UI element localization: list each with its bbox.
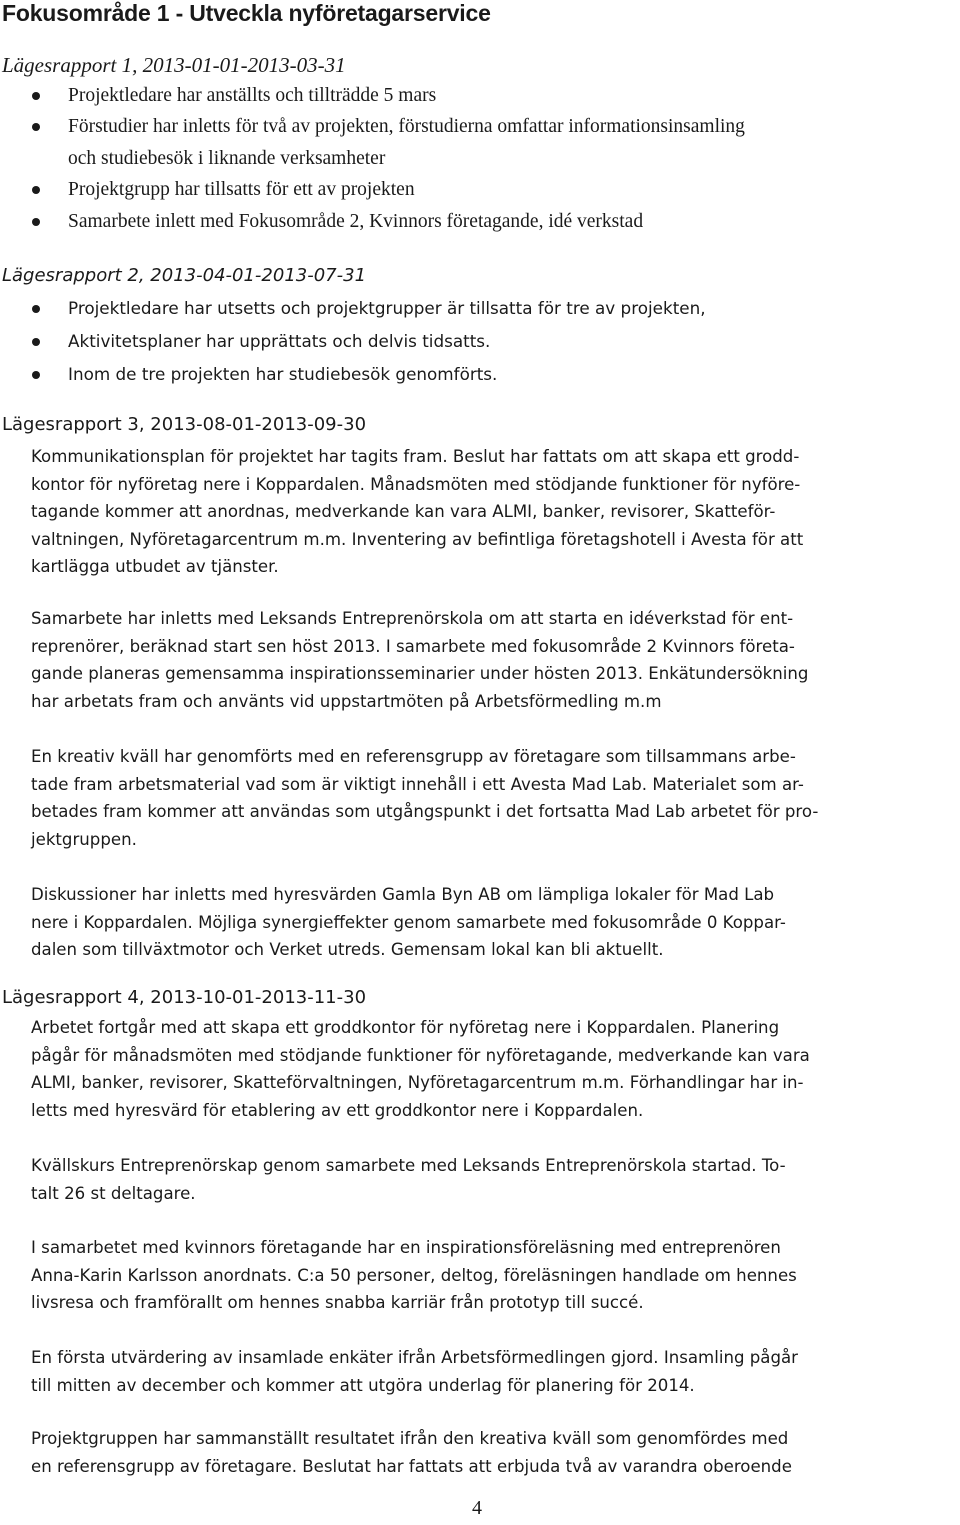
list-item: Inom de tre projekten har studiebesök genomförts. [0, 358, 960, 391]
report-2-heading: Lägesrapport 2, 2013-04-01-2013-07-31 [2, 265, 367, 286]
text-line: En första utvärdering av insamlade enkäter ifrån Arbetsförmedlingen gjord. Insamling pågår [31, 1348, 798, 1367]
text-line: Projektgruppen har sammanställt resultatet ifrån den kreativa kväll som genomfördes med [31, 1429, 789, 1448]
report-4-paragraph-4 [31, 1344, 960, 1399]
text-line: letts med hyresvärd för etablering av ett groddkontor nere i Koppardalen. [31, 1100, 644, 1120]
text-line: Anna-Karin Karlsson anordnats. C:a 50 personer, deltog, föreläsningen handlade om hennes [31, 1265, 797, 1285]
text-line: Arbetet fortgår med att skapa ett groddkontor för nyföretag nere i Koppardalen. Planering [31, 1018, 780, 1037]
list-item: Projektgrupp har tillsatts för ett av projekten [0, 174, 960, 205]
report-1-heading: Lägesrapport 1, 2013-01-01-2013-03-31 [2, 53, 346, 77]
report-4-heading: Lägesrapport 4, 2013-10-01-2013-11-30 [2, 987, 367, 1008]
text-line: pågår för månadsmöten med stödjande funktioner för nyföretagande, medverkande kan vara [31, 1045, 810, 1065]
text-line: Kommunikationsplan för projektet har tagits fram. Beslut har fattats om att skapa ett grodd- [31, 447, 800, 466]
text-line: dalen som tillväxtmotor och Verket utreds. Gemensam lokal kan bli aktuellt. [31, 940, 664, 959]
report-4-paragraph-1 [31, 1014, 960, 1124]
list-item-continuation: och studiebesök i liknande verksamheter [68, 147, 386, 169]
text-line: I samarbetet med kvinnors företagande har en inspirationsföreläsning med entreprenören [31, 1238, 781, 1257]
report-3-paragraph-4 [31, 881, 960, 964]
text-line: jektgruppen. [31, 829, 137, 849]
text-line: En kreativ kväll har genomförts med en referensgrupp av företagare som tillsammans arbe- [31, 747, 796, 766]
text-line: nere i Koppardalen. Möjliga synergieffekter genom samarbete med fokusområde 0 Koppar- [31, 912, 786, 932]
text-line: Samarbete har inletts med Leksands Entreprenörskola om att starta en idéverkstad för ent- [31, 609, 794, 628]
text-line: tagande kommer att anordnas, medverkande kan vara ALMI, banker, revisorer, Skatteför- [31, 502, 776, 521]
text-line: kartlägga utbudet av tjänster. [31, 557, 279, 576]
report-3-paragraph-2 [31, 605, 960, 715]
text-line: Diskussioner har inletts med hyresvärden Gamla Byn AB om lämpliga lokaler för Mad Lab [31, 885, 775, 904]
list-item: Projektledare har anställts och tillträdde 5 mars [0, 80, 960, 111]
report-3-heading: Lägesrapport 3, 2013-08-01-2013-09-30 [2, 414, 367, 435]
text-line: Kvällskurs Entreprenörskap genom samarbete med Leksands Entreprenörskola startad. To- [31, 1156, 786, 1175]
list-item: Förstudier har inletts för två av projekten, förstudierna omfattar informationsinsamling [0, 111, 960, 142]
list-item: Samarbete inlett med Fokusområde 2, Kvinnors företagande, idé verkstad [0, 206, 960, 237]
text-line: har arbetats fram och använts vid uppstartmöten på Arbetsförmedling m.m [31, 691, 662, 711]
report-3-paragraph-1 [31, 443, 960, 581]
text-line: betades fram kommer att användas som utgångspunkt i det fortsatta Mad Lab arbetet för pro- [31, 802, 819, 821]
text-line: reprenörer, beräknad start sen höst 2013. I samarbete med fokusområde 2 Kvinnors företa- [31, 636, 795, 656]
list-item: Projektledare har utsetts och projektgrupper är tillsatta för tre av projekten, [0, 292, 960, 325]
text-line: tade fram arbetsmaterial vad som är viktigt innehåll i ett Avesta Mad Lab. Materialet som ar- [31, 774, 804, 794]
report-2-bullet-list [0, 292, 960, 391]
text-line: ALMI, banker, revisorer, Skatteförvaltningen, Nyföretagarcentrum m.m. Förhandlingar har in- [31, 1073, 804, 1092]
text-line: talt 26 st deltagare. [31, 1183, 196, 1203]
report-3-paragraph-3 [31, 743, 960, 853]
report-4-paragraph-2 [31, 1152, 960, 1207]
page-number: 4 [472, 1497, 482, 1519]
list-item: Aktivitetsplaner har upprättats och delvis tidsatts. [0, 325, 960, 358]
text-line: livsresa och framförallt om hennes snabba karriär från prototyp till succé. [31, 1293, 644, 1312]
text-line: till mitten av december och kommer att utgöra underlag för planering för 2014. [31, 1375, 695, 1395]
text-line: valtningen, Nyföretagarcentrum m.m. Inventering av befintliga företagshotell i Avesta för att [31, 529, 804, 549]
text-line: kontor för nyföretag nere i Koppardalen. Månadsmöten med stödjande funktioner för nyföre- [31, 474, 801, 494]
text-line: en referensgrupp av företagare. Beslutat har fattats att erbjuda två av varandra oberoende [31, 1456, 792, 1476]
report-4-paragraph-3 [31, 1234, 960, 1317]
text-line: gande planeras gemensamma inspirationsseminarier under hösten 2013. Enkätundersökning [31, 664, 809, 683]
report-4-paragraph-5 [31, 1425, 960, 1480]
report-1-bullet-list [0, 80, 960, 237]
page-title: Fokusområde 1 - Utveckla nyföretagarservice [2, 0, 491, 26]
